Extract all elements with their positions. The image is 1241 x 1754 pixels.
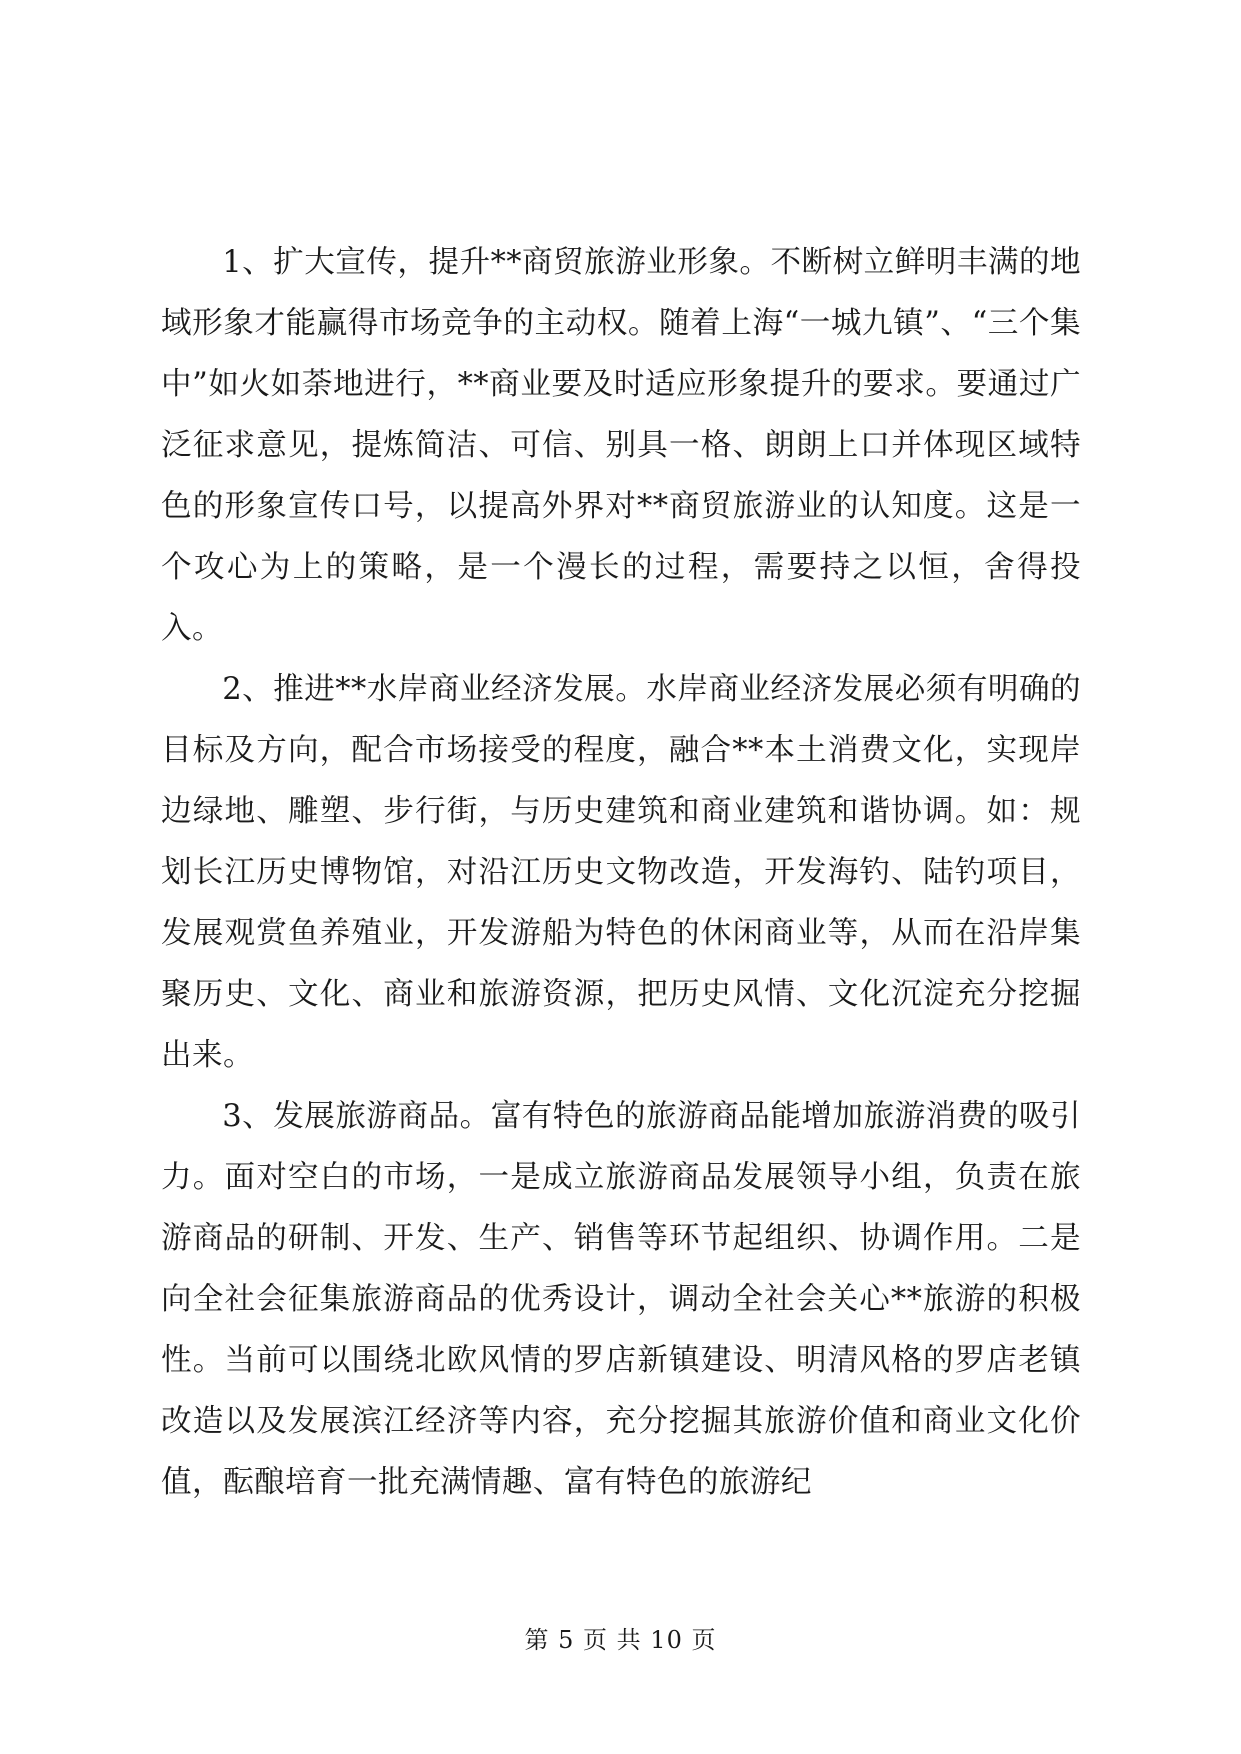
page-number-footer: 第 5 页 共 10 页 (524, 1626, 717, 1654)
paragraph-tourism-goods: 3、发展旅游商品。富有特色的旅游商品能增加旅游消费的吸引力。面对空白的市场，一是成立旅游商品发展领导小组，负责在旅游商品的研制、开发、生产、销售等环节起组织、协调作用。二是向全社会征集旅游商品的优秀设计，调动全社会关心**旅游的积极性。当前可以围绕北欧风情的罗店新镇建设、明清风格的罗店老镇改造以及发展滨江经济等内容，充分挖掘其旅游价值和商业文化价值，酝酿培育一批充满情趣、富有特色的旅游纪 (161, 1099, 1081, 1500)
paragraph-waterfront-economy: 2、推进**水岸商业经济发展。水岸商业经济发展必须有明确的目标及方向，配合市场接受的程度，融合**本土消费文化，实现岸边绿地、雕塑、步行街，与历史建筑和商业建筑和谐协调。如：规划长江历史博物馆，对沿江历史文物改造，开发海钓、陆钓项目，发展观赏鱼养殖业，开发游船为特色的休闲商业等，从而在沿岸集聚历史、文化、商业和旅游资源，把历史风情、文化沉淀充分挖掘出来。 (161, 672, 1081, 1073)
document-body (161, 232, 1081, 1513)
paragraph-publicity: 1、扩大宣传，提升**商贸旅游业形象。不断树立鲜明丰满的地域形象才能赢得市场竞争的主动权。随着上海“一城九镇”、“三个集中”如火如荼地进行，**商业要及时适应形象提升的要求。要通过广泛征求意见，提炼简洁、可信、别具一格、朗朗上口并体现区域特色的形象宣传口号，以提高外界对**商贸旅游业的认知度。这是一个攻心为上的策略，是一个漫长的过程，需要持之以恒，舍得投入。 (161, 245, 1081, 646)
